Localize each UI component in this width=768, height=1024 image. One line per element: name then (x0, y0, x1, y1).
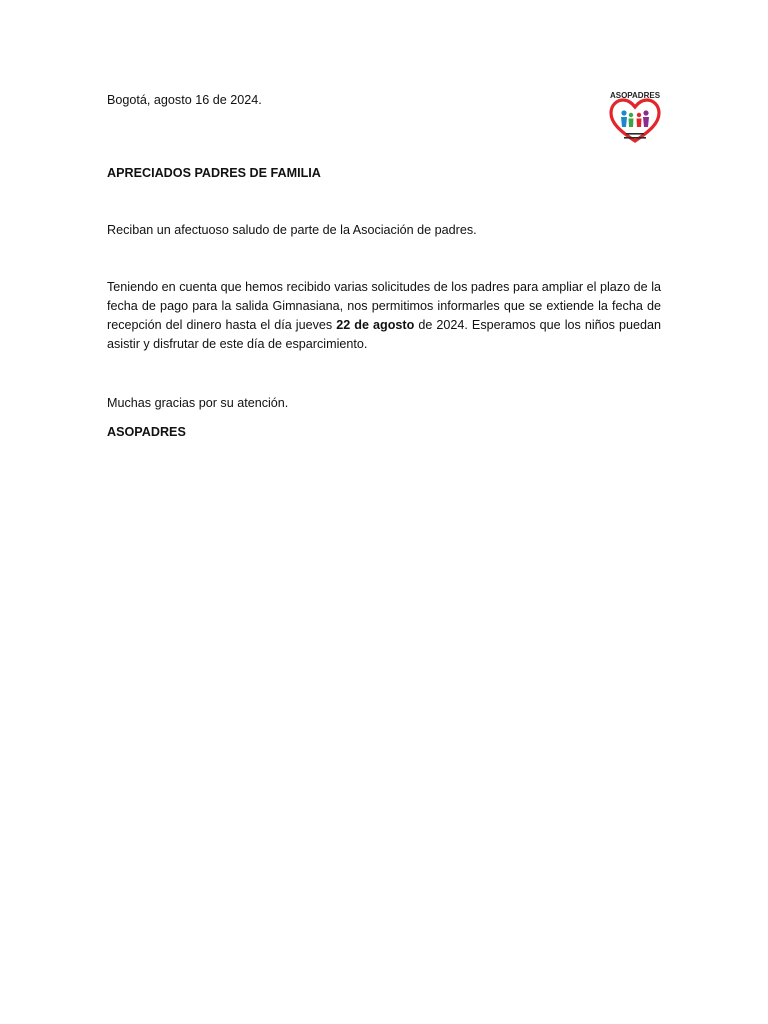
salutation: Reciban un afectuoso saludo de parte de la Asociación de padres. (107, 223, 477, 237)
logo-wordmark: ASOPADRES (609, 91, 661, 100)
date-line: Bogotá, agosto 16 de 2024. (107, 93, 262, 107)
body-highlight-date: 22 de agosto (336, 318, 415, 332)
signature: ASOPADRES (107, 425, 186, 439)
body-text-part1: Teniendo en cuenta que hemos recibido varias solicitudes de los padres para ampliar el plazo de la fecha de pago para la salida Gimnasiana, nos permitimos informarles que se extiende la fecha de recepción del dinero hasta el día jueves (107, 280, 661, 332)
letter-title: APRECIADOS PADRES DE FAMILIA (107, 166, 321, 180)
body-text-part2: de 2024. Esperamos que los niños puedan asistir y disfrutar de este día de esparcimiento. (107, 318, 662, 351)
thanks-line: Muchas gracias por su atención. (107, 396, 289, 410)
body-paragraph (107, 278, 661, 354)
